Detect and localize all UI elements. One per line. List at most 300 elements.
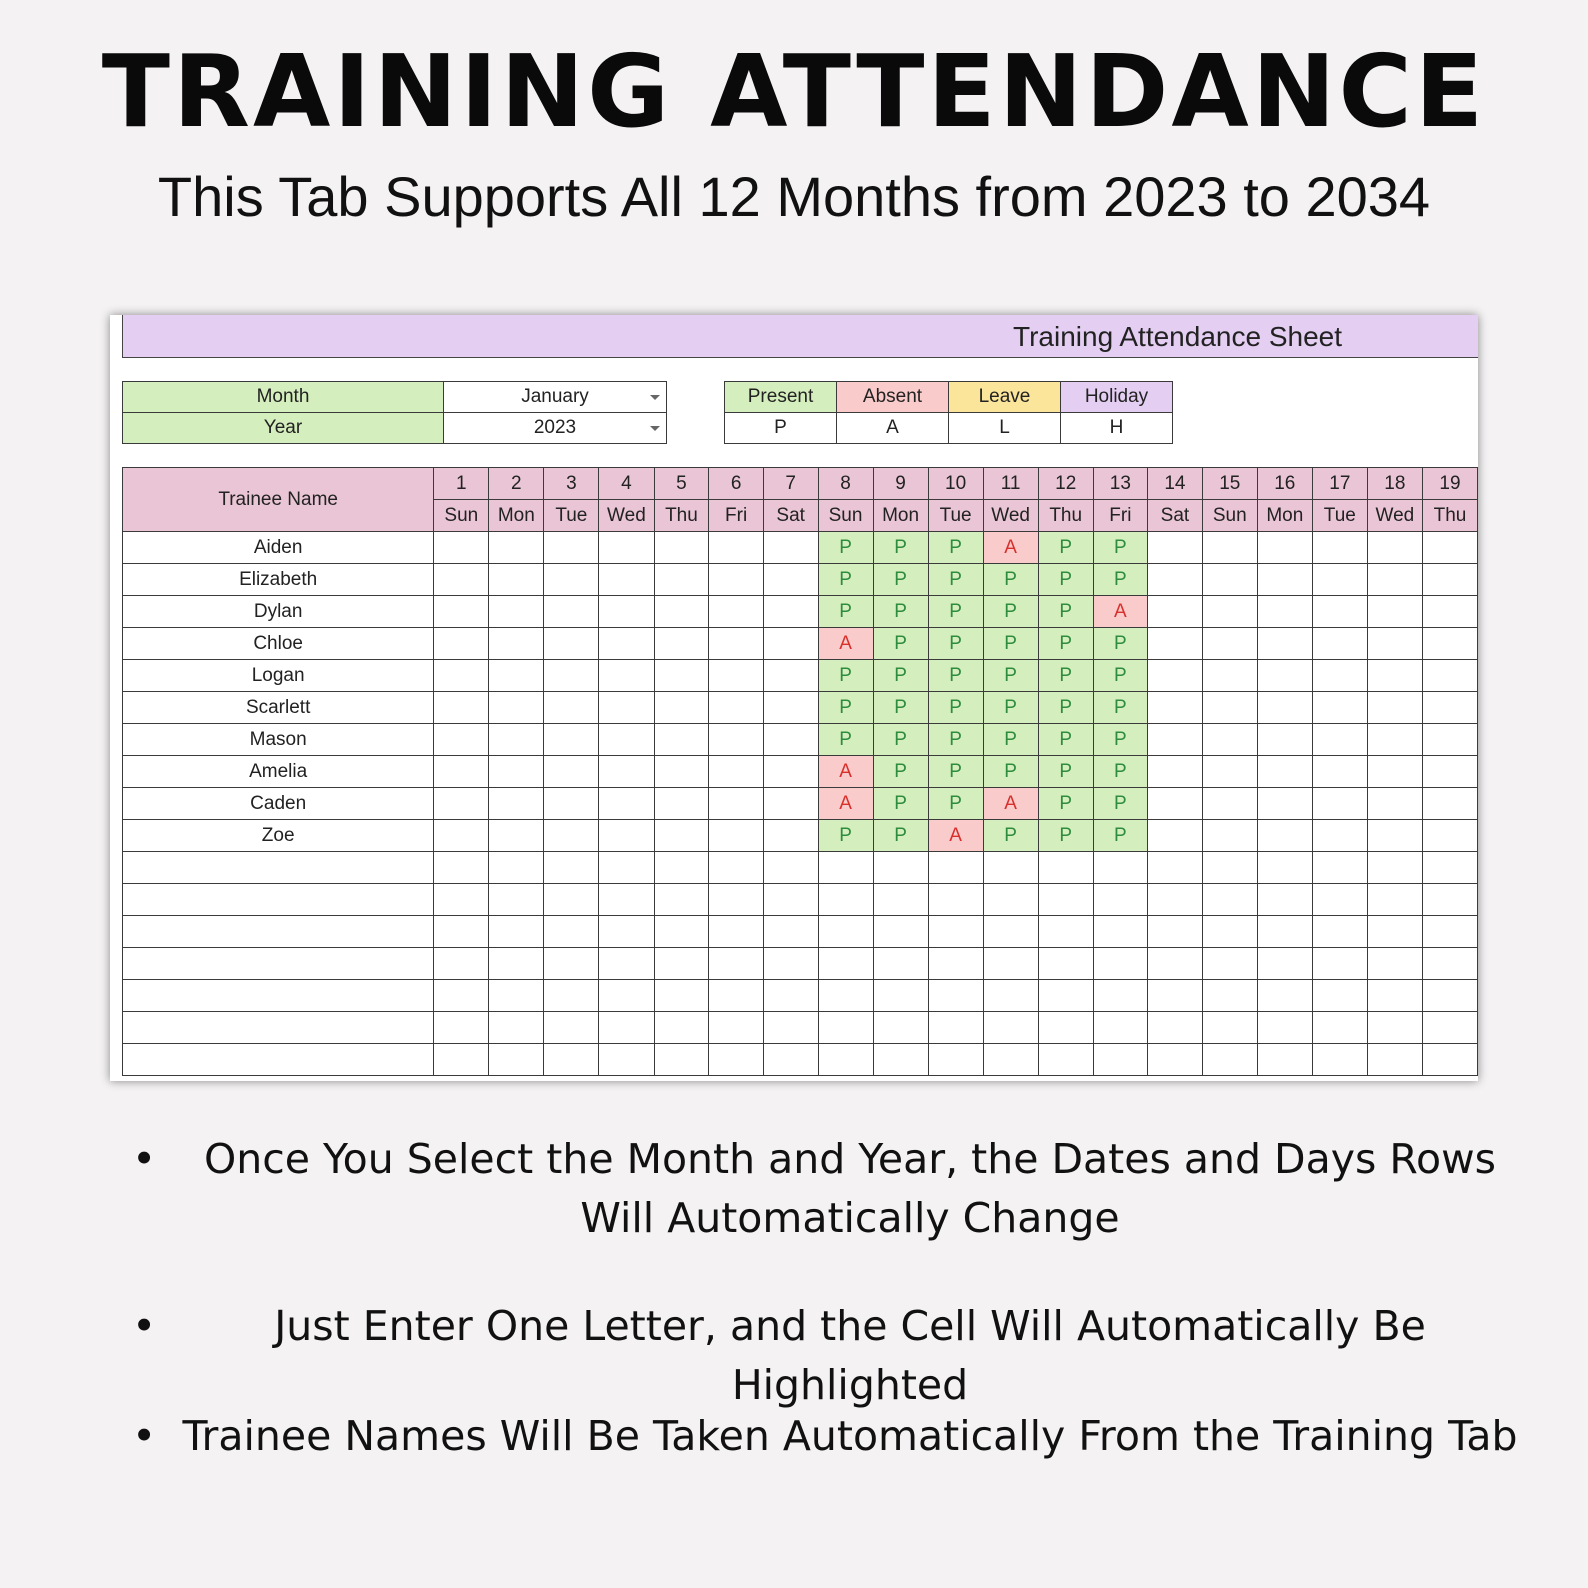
attendance-cell[interactable] — [1422, 1012, 1477, 1044]
attendance-cell[interactable] — [763, 564, 818, 596]
attendance-cell[interactable] — [1422, 724, 1477, 756]
trainee-name-cell[interactable] — [123, 916, 434, 948]
attendance-cell[interactable]: P — [983, 756, 1038, 788]
attendance-cell[interactable] — [709, 724, 763, 756]
attendance-cell[interactable] — [654, 852, 709, 884]
attendance-cell[interactable] — [709, 852, 763, 884]
attendance-cell[interactable] — [1367, 852, 1422, 884]
attendance-cell[interactable] — [489, 948, 544, 980]
attendance-cell[interactable] — [1093, 980, 1147, 1012]
attendance-cell[interactable] — [928, 884, 983, 916]
trainee-name-cell[interactable]: Caden — [123, 788, 434, 820]
attendance-cell[interactable] — [544, 788, 599, 820]
attendance-cell[interactable] — [654, 788, 709, 820]
attendance-cell[interactable] — [654, 564, 709, 596]
trainee-name-cell[interactable] — [123, 852, 434, 884]
attendance-cell[interactable] — [489, 660, 544, 692]
attendance-cell[interactable] — [1312, 532, 1367, 564]
attendance-cell[interactable] — [1257, 948, 1312, 980]
attendance-cell[interactable] — [654, 948, 709, 980]
attendance-cell[interactable] — [983, 884, 1038, 916]
attendance-cell[interactable] — [1202, 724, 1257, 756]
attendance-cell[interactable] — [1312, 660, 1367, 692]
attendance-cell[interactable] — [544, 1012, 599, 1044]
attendance-cell[interactable]: P — [1038, 724, 1093, 756]
attendance-cell[interactable]: P — [873, 660, 928, 692]
attendance-cell[interactable] — [928, 1044, 983, 1076]
attendance-cell[interactable] — [1367, 564, 1422, 596]
attendance-cell[interactable] — [1312, 564, 1367, 596]
attendance-cell[interactable]: P — [818, 532, 873, 564]
trainee-name-cell[interactable] — [123, 948, 434, 980]
attendance-cell[interactable]: P — [983, 628, 1038, 660]
attendance-cell[interactable] — [599, 1012, 654, 1044]
attendance-cell[interactable]: A — [983, 788, 1038, 820]
attendance-cell[interactable] — [544, 660, 599, 692]
attendance-cell[interactable]: A — [1093, 596, 1147, 628]
attendance-cell[interactable] — [1202, 628, 1257, 660]
attendance-cell[interactable] — [434, 820, 489, 852]
attendance-cell[interactable] — [1257, 1044, 1312, 1076]
attendance-cell[interactable] — [873, 980, 928, 1012]
attendance-cell[interactable]: P — [873, 724, 928, 756]
attendance-cell[interactable]: P — [928, 692, 983, 724]
attendance-cell[interactable] — [434, 692, 489, 724]
attendance-cell[interactable] — [544, 852, 599, 884]
attendance-cell[interactable] — [654, 692, 709, 724]
attendance-cell[interactable]: P — [1093, 564, 1147, 596]
attendance-cell[interactable] — [763, 916, 818, 948]
attendance-cell[interactable] — [1312, 724, 1367, 756]
attendance-cell[interactable] — [434, 756, 489, 788]
attendance-cell[interactable] — [1202, 532, 1257, 564]
attendance-cell[interactable] — [1312, 916, 1367, 948]
attendance-cell[interactable] — [709, 948, 763, 980]
attendance-cell[interactable]: P — [1038, 788, 1093, 820]
attendance-cell[interactable] — [818, 980, 873, 1012]
attendance-cell[interactable] — [983, 916, 1038, 948]
attendance-cell[interactable] — [1093, 884, 1147, 916]
attendance-cell[interactable] — [709, 980, 763, 1012]
attendance-cell[interactable] — [599, 596, 654, 628]
attendance-cell[interactable] — [1148, 788, 1203, 820]
trainee-name-cell[interactable]: Aiden — [123, 532, 434, 564]
attendance-cell[interactable] — [818, 916, 873, 948]
attendance-cell[interactable] — [654, 820, 709, 852]
attendance-cell[interactable] — [1312, 1012, 1367, 1044]
attendance-cell[interactable] — [1202, 596, 1257, 628]
attendance-cell[interactable] — [1038, 852, 1093, 884]
dropdown-arrow-icon[interactable] — [650, 426, 660, 431]
attendance-cell[interactable] — [1202, 1012, 1257, 1044]
attendance-cell[interactable]: P — [873, 692, 928, 724]
attendance-cell[interactable] — [544, 916, 599, 948]
attendance-cell[interactable] — [709, 916, 763, 948]
attendance-cell[interactable] — [1422, 916, 1477, 948]
attendance-cell[interactable] — [873, 948, 928, 980]
attendance-cell[interactable] — [434, 852, 489, 884]
attendance-cell[interactable] — [654, 884, 709, 916]
attendance-cell[interactable] — [763, 852, 818, 884]
attendance-cell[interactable]: A — [928, 820, 983, 852]
attendance-cell[interactable] — [1422, 628, 1477, 660]
attendance-cell[interactable]: P — [1093, 628, 1147, 660]
attendance-cell[interactable] — [763, 788, 818, 820]
attendance-cell[interactable] — [434, 948, 489, 980]
attendance-cell[interactable] — [544, 596, 599, 628]
attendance-cell[interactable]: P — [983, 564, 1038, 596]
attendance-cell[interactable] — [1148, 852, 1203, 884]
attendance-cell[interactable] — [1422, 596, 1477, 628]
attendance-cell[interactable]: P — [873, 756, 928, 788]
attendance-cell[interactable]: P — [983, 724, 1038, 756]
attendance-cell[interactable] — [1422, 660, 1477, 692]
attendance-cell[interactable] — [599, 1044, 654, 1076]
attendance-cell[interactable] — [1257, 1012, 1312, 1044]
attendance-cell[interactable]: P — [928, 628, 983, 660]
attendance-cell[interactable] — [1038, 980, 1093, 1012]
attendance-cell[interactable]: P — [1093, 692, 1147, 724]
attendance-cell[interactable]: P — [818, 820, 873, 852]
attendance-cell[interactable] — [599, 756, 654, 788]
attendance-cell[interactable]: A — [818, 788, 873, 820]
attendance-cell[interactable] — [1312, 980, 1367, 1012]
attendance-cell[interactable]: P — [818, 564, 873, 596]
attendance-cell[interactable] — [709, 788, 763, 820]
attendance-cell[interactable] — [1367, 884, 1422, 916]
attendance-cell[interactable] — [1148, 532, 1203, 564]
attendance-cell[interactable] — [599, 884, 654, 916]
attendance-cell[interactable]: P — [1093, 788, 1147, 820]
attendance-cell[interactable] — [1148, 692, 1203, 724]
attendance-cell[interactable] — [1422, 788, 1477, 820]
attendance-cell[interactable] — [709, 564, 763, 596]
trainee-name-cell[interactable]: Logan — [123, 660, 434, 692]
attendance-cell[interactable]: P — [1038, 564, 1093, 596]
attendance-cell[interactable] — [1148, 660, 1203, 692]
attendance-cell[interactable]: A — [818, 756, 873, 788]
attendance-cell[interactable]: P — [1093, 724, 1147, 756]
attendance-cell[interactable] — [763, 692, 818, 724]
attendance-cell[interactable] — [1148, 756, 1203, 788]
attendance-cell[interactable] — [489, 692, 544, 724]
attendance-cell[interactable] — [763, 820, 818, 852]
attendance-cell[interactable] — [818, 948, 873, 980]
attendance-cell[interactable] — [599, 532, 654, 564]
attendance-cell[interactable]: P — [983, 692, 1038, 724]
attendance-cell[interactable] — [654, 628, 709, 660]
attendance-cell[interactable] — [1038, 884, 1093, 916]
attendance-cell[interactable] — [1257, 532, 1312, 564]
attendance-cell[interactable] — [763, 756, 818, 788]
attendance-cell[interactable] — [434, 1012, 489, 1044]
attendance-cell[interactable] — [1367, 1044, 1422, 1076]
attendance-cell[interactable] — [1422, 692, 1477, 724]
attendance-cell[interactable] — [1202, 692, 1257, 724]
attendance-cell[interactable] — [1367, 532, 1422, 564]
attendance-cell[interactable] — [928, 980, 983, 1012]
attendance-cell[interactable]: P — [1093, 820, 1147, 852]
attendance-cell[interactable] — [654, 980, 709, 1012]
attendance-cell[interactable] — [1257, 820, 1312, 852]
attendance-cell[interactable] — [1257, 660, 1312, 692]
attendance-cell[interactable] — [709, 1044, 763, 1076]
attendance-cell[interactable] — [489, 564, 544, 596]
attendance-cell[interactable] — [489, 628, 544, 660]
attendance-cell[interactable] — [544, 724, 599, 756]
trainee-name-cell[interactable] — [123, 1012, 434, 1044]
attendance-cell[interactable] — [1202, 820, 1257, 852]
attendance-cell[interactable] — [654, 1044, 709, 1076]
attendance-cell[interactable] — [1422, 756, 1477, 788]
attendance-cell[interactable] — [489, 916, 544, 948]
attendance-cell[interactable] — [709, 596, 763, 628]
attendance-cell[interactable] — [1257, 628, 1312, 660]
attendance-cell[interactable] — [1202, 660, 1257, 692]
attendance-cell[interactable] — [434, 628, 489, 660]
attendance-cell[interactable] — [599, 724, 654, 756]
attendance-cell[interactable] — [654, 916, 709, 948]
attendance-cell[interactable] — [1367, 724, 1422, 756]
attendance-cell[interactable] — [599, 980, 654, 1012]
attendance-cell[interactable] — [1148, 948, 1203, 980]
attendance-cell[interactable]: P — [1038, 692, 1093, 724]
trainee-name-cell[interactable]: Zoe — [123, 820, 434, 852]
attendance-cell[interactable]: P — [983, 820, 1038, 852]
attendance-cell[interactable]: P — [818, 692, 873, 724]
attendance-cell[interactable] — [1312, 756, 1367, 788]
attendance-cell[interactable] — [709, 532, 763, 564]
attendance-cell[interactable] — [544, 756, 599, 788]
attendance-cell[interactable] — [983, 1012, 1038, 1044]
attendance-cell[interactable] — [544, 532, 599, 564]
year-dropdown[interactable] — [444, 413, 667, 444]
attendance-cell[interactable]: P — [928, 724, 983, 756]
attendance-cell[interactable] — [1312, 1044, 1367, 1076]
attendance-cell[interactable] — [983, 852, 1038, 884]
attendance-cell[interactable]: P — [1038, 660, 1093, 692]
attendance-cell[interactable] — [1202, 852, 1257, 884]
attendance-cell[interactable] — [1312, 596, 1367, 628]
attendance-cell[interactable] — [709, 884, 763, 916]
trainee-name-cell[interactable]: Mason — [123, 724, 434, 756]
attendance-cell[interactable] — [983, 1044, 1038, 1076]
attendance-cell[interactable] — [763, 628, 818, 660]
attendance-cell[interactable] — [1312, 628, 1367, 660]
attendance-cell[interactable] — [544, 884, 599, 916]
attendance-cell[interactable] — [818, 852, 873, 884]
attendance-cell[interactable] — [599, 852, 654, 884]
attendance-cell[interactable]: P — [983, 660, 1038, 692]
trainee-name-cell[interactable]: Dylan — [123, 596, 434, 628]
attendance-cell[interactable] — [983, 948, 1038, 980]
attendance-cell[interactable]: P — [928, 596, 983, 628]
attendance-cell[interactable] — [928, 1012, 983, 1044]
attendance-cell[interactable] — [1422, 532, 1477, 564]
attendance-cell[interactable] — [1367, 948, 1422, 980]
attendance-cell[interactable]: P — [818, 596, 873, 628]
attendance-cell[interactable]: A — [983, 532, 1038, 564]
attendance-cell[interactable]: P — [873, 788, 928, 820]
attendance-cell[interactable] — [654, 756, 709, 788]
attendance-cell[interactable] — [1422, 884, 1477, 916]
attendance-cell[interactable] — [1312, 948, 1367, 980]
attendance-cell[interactable] — [1148, 1012, 1203, 1044]
attendance-cell[interactable]: P — [1038, 756, 1093, 788]
attendance-cell[interactable] — [544, 628, 599, 660]
attendance-cell[interactable] — [709, 628, 763, 660]
attendance-cell[interactable]: P — [873, 564, 928, 596]
attendance-cell[interactable] — [1257, 916, 1312, 948]
attendance-cell[interactable] — [1422, 852, 1477, 884]
attendance-cell[interactable]: P — [928, 756, 983, 788]
attendance-cell[interactable] — [599, 788, 654, 820]
attendance-cell[interactable] — [434, 660, 489, 692]
attendance-cell[interactable] — [434, 564, 489, 596]
attendance-cell[interactable] — [1257, 756, 1312, 788]
attendance-cell[interactable] — [1148, 916, 1203, 948]
attendance-cell[interactable] — [873, 884, 928, 916]
attendance-cell[interactable]: P — [1093, 532, 1147, 564]
attendance-cell[interactable] — [1202, 980, 1257, 1012]
attendance-cell[interactable] — [1367, 692, 1422, 724]
attendance-cell[interactable] — [1257, 692, 1312, 724]
attendance-cell[interactable] — [1422, 980, 1477, 1012]
attendance-cell[interactable] — [1257, 884, 1312, 916]
attendance-cell[interactable]: A — [818, 628, 873, 660]
attendance-cell[interactable] — [434, 916, 489, 948]
attendance-cell[interactable] — [1093, 852, 1147, 884]
attendance-cell[interactable]: P — [873, 820, 928, 852]
attendance-cell[interactable]: P — [983, 596, 1038, 628]
attendance-cell[interactable] — [1202, 564, 1257, 596]
attendance-cell[interactable] — [709, 756, 763, 788]
attendance-cell[interactable] — [1312, 788, 1367, 820]
attendance-cell[interactable] — [1367, 980, 1422, 1012]
attendance-cell[interactable] — [1093, 948, 1147, 980]
trainee-name-cell[interactable] — [123, 884, 434, 916]
trainee-name-cell[interactable]: Chloe — [123, 628, 434, 660]
attendance-cell[interactable]: P — [818, 660, 873, 692]
attendance-cell[interactable] — [654, 596, 709, 628]
trainee-name-cell[interactable]: Elizabeth — [123, 564, 434, 596]
attendance-cell[interactable] — [873, 1012, 928, 1044]
trainee-name-cell[interactable]: Amelia — [123, 756, 434, 788]
attendance-cell[interactable] — [599, 564, 654, 596]
attendance-cell[interactable]: P — [928, 788, 983, 820]
attendance-cell[interactable] — [489, 532, 544, 564]
attendance-cell[interactable] — [1422, 564, 1477, 596]
attendance-cell[interactable] — [763, 884, 818, 916]
attendance-cell[interactable] — [1257, 564, 1312, 596]
attendance-cell[interactable] — [1202, 788, 1257, 820]
attendance-cell[interactable] — [654, 532, 709, 564]
attendance-cell[interactable] — [1367, 820, 1422, 852]
attendance-cell[interactable]: P — [873, 596, 928, 628]
attendance-cell[interactable] — [763, 724, 818, 756]
attendance-cell[interactable] — [1148, 724, 1203, 756]
attendance-cell[interactable] — [489, 980, 544, 1012]
attendance-cell[interactable] — [873, 916, 928, 948]
attendance-cell[interactable] — [1148, 884, 1203, 916]
attendance-cell[interactable] — [763, 1012, 818, 1044]
attendance-cell[interactable] — [873, 1044, 928, 1076]
attendance-cell[interactable] — [544, 980, 599, 1012]
attendance-cell[interactable] — [709, 692, 763, 724]
attendance-cell[interactable] — [599, 948, 654, 980]
attendance-cell[interactable] — [434, 884, 489, 916]
attendance-cell[interactable] — [1367, 596, 1422, 628]
attendance-cell[interactable]: P — [1093, 756, 1147, 788]
attendance-cell[interactable] — [1257, 788, 1312, 820]
attendance-cell[interactable] — [1312, 852, 1367, 884]
attendance-cell[interactable] — [818, 884, 873, 916]
attendance-cell[interactable] — [599, 692, 654, 724]
attendance-cell[interactable] — [489, 1044, 544, 1076]
attendance-cell[interactable] — [1312, 820, 1367, 852]
attendance-cell[interactable] — [1148, 628, 1203, 660]
attendance-cell[interactable] — [489, 788, 544, 820]
attendance-cell[interactable] — [599, 916, 654, 948]
attendance-cell[interactable]: P — [873, 532, 928, 564]
attendance-cell[interactable] — [1148, 980, 1203, 1012]
attendance-cell[interactable] — [1202, 1044, 1257, 1076]
attendance-cell[interactable] — [1093, 1012, 1147, 1044]
attendance-cell[interactable] — [599, 628, 654, 660]
attendance-cell[interactable] — [1148, 564, 1203, 596]
attendance-cell[interactable] — [709, 820, 763, 852]
attendance-cell[interactable] — [818, 1044, 873, 1076]
attendance-cell[interactable] — [709, 660, 763, 692]
attendance-cell[interactable] — [1367, 756, 1422, 788]
attendance-cell[interactable] — [1367, 916, 1422, 948]
attendance-cell[interactable] — [489, 756, 544, 788]
attendance-cell[interactable] — [544, 692, 599, 724]
attendance-cell[interactable] — [434, 596, 489, 628]
attendance-cell[interactable]: P — [1093, 660, 1147, 692]
attendance-cell[interactable] — [1038, 1012, 1093, 1044]
attendance-cell[interactable] — [1367, 1012, 1422, 1044]
attendance-cell[interactable] — [1422, 948, 1477, 980]
attendance-cell[interactable] — [1148, 1044, 1203, 1076]
attendance-cell[interactable] — [1148, 820, 1203, 852]
attendance-cell[interactable] — [1257, 980, 1312, 1012]
attendance-cell[interactable]: P — [928, 564, 983, 596]
attendance-cell[interactable] — [1202, 948, 1257, 980]
attendance-cell[interactable]: P — [928, 660, 983, 692]
attendance-cell[interactable] — [544, 948, 599, 980]
attendance-cell[interactable] — [763, 596, 818, 628]
attendance-cell[interactable] — [1257, 596, 1312, 628]
attendance-cell[interactable] — [1148, 596, 1203, 628]
attendance-cell[interactable] — [1312, 692, 1367, 724]
attendance-cell[interactable] — [928, 916, 983, 948]
attendance-cell[interactable] — [599, 820, 654, 852]
attendance-cell[interactable] — [1202, 756, 1257, 788]
attendance-cell[interactable] — [928, 852, 983, 884]
attendance-cell[interactable] — [1367, 628, 1422, 660]
attendance-cell[interactable] — [654, 1012, 709, 1044]
attendance-cell[interactable] — [599, 660, 654, 692]
dropdown-arrow-icon[interactable] — [650, 395, 660, 400]
attendance-cell[interactable] — [489, 852, 544, 884]
attendance-cell[interactable] — [763, 532, 818, 564]
attendance-cell[interactable] — [434, 532, 489, 564]
attendance-cell[interactable] — [654, 724, 709, 756]
attendance-cell[interactable] — [1202, 884, 1257, 916]
attendance-cell[interactable] — [1038, 948, 1093, 980]
attendance-cell[interactable] — [654, 660, 709, 692]
